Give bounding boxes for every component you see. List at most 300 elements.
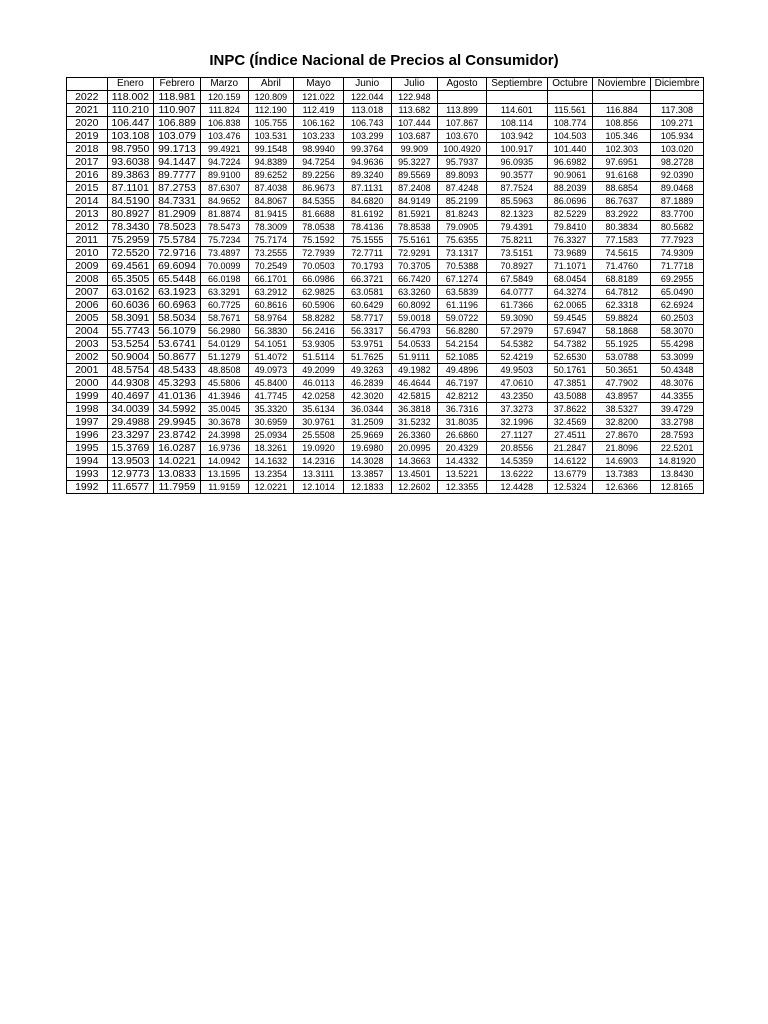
value-cell: 112.190 <box>248 104 294 117</box>
value-cell: 89.2256 <box>294 169 344 182</box>
value-cell: 53.9751 <box>343 338 391 351</box>
value-cell: 11.6577 <box>107 481 154 494</box>
value-cell: 87.4248 <box>438 182 487 195</box>
value-cell: 94.7224 <box>200 156 248 169</box>
table-row <box>67 273 704 286</box>
value-cell: 89.8093 <box>438 169 487 182</box>
value-cell: 70.2549 <box>248 260 294 273</box>
value-cell: 49.1982 <box>391 364 438 377</box>
value-cell: 122.044 <box>343 91 391 104</box>
value-cell: 106.838 <box>200 117 248 130</box>
value-cell: 55.1925 <box>593 338 651 351</box>
value-cell: 71.7718 <box>651 260 704 273</box>
value-cell: 58.9764 <box>248 312 294 325</box>
value-cell: 66.3721 <box>343 273 391 286</box>
value-cell: 53.3099 <box>651 351 704 364</box>
value-cell: 122.948 <box>391 91 438 104</box>
year-cell: 2019 <box>67 130 108 143</box>
value-cell: 95.7937 <box>438 156 487 169</box>
inpc-table <box>66 77 704 494</box>
value-cell: 35.3320 <box>248 403 294 416</box>
value-cell: 20.4329 <box>438 442 487 455</box>
header-cell-diciembre: Diciembre <box>651 78 704 91</box>
header-cell-abril: Abril <box>248 78 294 91</box>
year-cell: 2010 <box>67 247 108 260</box>
year-cell: 2003 <box>67 338 108 351</box>
value-cell: 32.8200 <box>593 416 651 429</box>
value-cell: 89.0468 <box>651 182 704 195</box>
value-cell: 58.8282 <box>294 312 344 325</box>
value-cell: 18.3261 <box>248 442 294 455</box>
value-cell: 51.1279 <box>200 351 248 364</box>
value-cell: 34.5992 <box>154 403 201 416</box>
value-cell: 54.1051 <box>248 338 294 351</box>
value-cell: 89.5569 <box>391 169 438 182</box>
year-cell: 1993 <box>67 468 108 481</box>
value-cell: 114.601 <box>486 104 547 117</box>
value-cell: 61.1196 <box>438 299 487 312</box>
value-cell: 60.8092 <box>391 299 438 312</box>
value-cell: 84.5190 <box>107 195 154 208</box>
value-cell: 103.531 <box>248 130 294 143</box>
value-cell: 87.6307 <box>200 182 248 195</box>
value-cell: 111.824 <box>200 104 248 117</box>
value-cell: 73.1317 <box>438 247 487 260</box>
value-cell: 54.0533 <box>391 338 438 351</box>
value-cell: 84.8067 <box>248 195 294 208</box>
table-row <box>67 390 704 403</box>
value-cell: 46.7197 <box>438 377 487 390</box>
value-cell: 53.6741 <box>154 338 201 351</box>
value-cell: 58.5034 <box>154 312 201 325</box>
year-cell: 2022 <box>67 91 108 104</box>
table-row <box>67 481 704 494</box>
value-cell <box>438 91 487 104</box>
value-cell: 51.5114 <box>294 351 344 364</box>
header-cell-octubre: Octubre <box>547 78 593 91</box>
year-cell: 2013 <box>67 208 108 221</box>
value-cell: 50.3651 <box>593 364 651 377</box>
value-cell: 107.444 <box>391 117 438 130</box>
value-cell: 84.9149 <box>391 195 438 208</box>
value-cell: 53.0788 <box>593 351 651 364</box>
value-cell: 96.0935 <box>486 156 547 169</box>
value-cell: 50.8677 <box>154 351 201 364</box>
value-cell: 99.1713 <box>154 143 201 156</box>
value-cell: 45.8400 <box>248 377 294 390</box>
value-cell: 73.2555 <box>248 247 294 260</box>
value-cell: 99.4921 <box>200 143 248 156</box>
year-cell: 2008 <box>67 273 108 286</box>
value-cell: 63.3260 <box>391 286 438 299</box>
value-cell: 49.9503 <box>486 364 547 377</box>
value-cell: 13.8430 <box>651 468 704 481</box>
value-cell: 50.4348 <box>651 364 704 377</box>
value-cell: 103.476 <box>200 130 248 143</box>
year-cell: 2001 <box>67 364 108 377</box>
header-cell-agosto: Agosto <box>438 78 487 91</box>
value-cell: 71.4760 <box>593 260 651 273</box>
value-cell: 27.4511 <box>547 429 593 442</box>
value-cell: 72.5520 <box>107 247 154 260</box>
value-cell: 25.0934 <box>248 429 294 442</box>
value-cell: 94.9636 <box>343 156 391 169</box>
value-cell: 13.7383 <box>593 468 651 481</box>
value-cell: 46.4644 <box>391 377 438 390</box>
value-cell: 23.3297 <box>107 429 154 442</box>
value-cell: 56.4793 <box>391 325 438 338</box>
value-cell: 58.7671 <box>200 312 248 325</box>
value-cell: 69.6094 <box>154 260 201 273</box>
value-cell: 41.7745 <box>248 390 294 403</box>
value-cell: 68.8189 <box>593 273 651 286</box>
value-cell: 75.5784 <box>154 234 201 247</box>
value-cell: 36.7316 <box>438 403 487 416</box>
value-cell: 12.1833 <box>343 481 391 494</box>
table-body <box>67 91 704 494</box>
value-cell: 74.9309 <box>651 247 704 260</box>
header-cell-year <box>67 78 108 91</box>
year-cell: 2004 <box>67 325 108 338</box>
value-cell: 102.303 <box>593 143 651 156</box>
value-cell: 56.8280 <box>438 325 487 338</box>
value-cell: 23.8742 <box>154 429 201 442</box>
year-cell: 2017 <box>67 156 108 169</box>
value-cell: 51.7625 <box>343 351 391 364</box>
table-row <box>67 351 704 364</box>
value-cell: 12.9773 <box>107 468 154 481</box>
value-cell: 62.9825 <box>294 286 344 299</box>
value-cell: 48.3076 <box>651 377 704 390</box>
value-cell: 56.3317 <box>343 325 391 338</box>
value-cell: 54.5382 <box>486 338 547 351</box>
value-cell: 34.0039 <box>107 403 154 416</box>
value-cell: 48.8508 <box>200 364 248 377</box>
value-cell: 92.0390 <box>651 169 704 182</box>
value-cell: 19.0920 <box>294 442 344 455</box>
value-cell: 30.9761 <box>294 416 344 429</box>
value-cell: 63.2912 <box>248 286 294 299</box>
value-cell: 14.0221 <box>154 455 201 468</box>
value-cell: 72.9291 <box>391 247 438 260</box>
value-cell: 14.3663 <box>391 455 438 468</box>
value-cell: 86.9673 <box>294 182 344 195</box>
value-cell: 33.2798 <box>651 416 704 429</box>
value-cell: 90.3577 <box>486 169 547 182</box>
value-cell: 53.9305 <box>294 338 344 351</box>
value-cell: 30.6959 <box>248 416 294 429</box>
value-cell: 47.3851 <box>547 377 593 390</box>
value-cell: 12.5324 <box>547 481 593 494</box>
value-cell: 59.0722 <box>438 312 487 325</box>
value-cell: 79.0905 <box>438 221 487 234</box>
value-cell: 61.7366 <box>486 299 547 312</box>
value-cell: 58.1868 <box>593 325 651 338</box>
value-cell: 36.0344 <box>343 403 391 416</box>
value-cell: 101.440 <box>547 143 593 156</box>
value-cell: 15.3769 <box>107 442 154 455</box>
year-cell: 2009 <box>67 260 108 273</box>
value-cell: 81.5921 <box>391 208 438 221</box>
value-cell: 60.2503 <box>651 312 704 325</box>
value-cell: 19.6980 <box>343 442 391 455</box>
value-cell: 87.2408 <box>391 182 438 195</box>
value-cell: 56.2980 <box>200 325 248 338</box>
value-cell: 66.1701 <box>248 273 294 286</box>
value-cell: 63.1923 <box>154 286 201 299</box>
value-cell: 104.503 <box>547 130 593 143</box>
table-row <box>67 429 704 442</box>
value-cell: 14.5359 <box>486 455 547 468</box>
value-cell: 118.981 <box>154 91 201 104</box>
value-cell: 13.6779 <box>547 468 593 481</box>
table-row <box>67 91 704 104</box>
value-cell: 12.4428 <box>486 481 547 494</box>
value-cell: 87.7524 <box>486 182 547 195</box>
value-cell: 54.2154 <box>438 338 487 351</box>
value-cell: 81.8243 <box>438 208 487 221</box>
header-cell-julio: Julio <box>391 78 438 91</box>
value-cell: 29.4988 <box>107 416 154 429</box>
value-cell: 45.5806 <box>200 377 248 390</box>
value-cell: 31.2509 <box>343 416 391 429</box>
value-cell: 72.7939 <box>294 247 344 260</box>
value-cell: 60.7725 <box>200 299 248 312</box>
value-cell: 12.6366 <box>593 481 651 494</box>
value-cell: 49.0973 <box>248 364 294 377</box>
value-cell: 29.9945 <box>154 416 201 429</box>
value-cell: 58.7717 <box>343 312 391 325</box>
value-cell: 46.2839 <box>343 377 391 390</box>
value-cell: 103.942 <box>486 130 547 143</box>
value-cell: 60.6036 <box>107 299 154 312</box>
value-cell: 42.5815 <box>391 390 438 403</box>
table-row <box>67 260 704 273</box>
value-cell: 74.5615 <box>593 247 651 260</box>
table-row <box>67 468 704 481</box>
value-cell: 83.2922 <box>593 208 651 221</box>
value-cell: 32.4569 <box>547 416 593 429</box>
value-cell: 44.3355 <box>651 390 704 403</box>
value-cell: 78.5023 <box>154 221 201 234</box>
value-cell: 99.1548 <box>248 143 294 156</box>
year-cell: 2021 <box>67 104 108 117</box>
value-cell: 51.4072 <box>248 351 294 364</box>
year-cell: 2006 <box>67 299 108 312</box>
value-cell: 91.6168 <box>593 169 651 182</box>
value-cell: 14.6903 <box>593 455 651 468</box>
value-cell: 39.4729 <box>651 403 704 416</box>
value-cell: 36.3818 <box>391 403 438 416</box>
value-cell: 59.8824 <box>593 312 651 325</box>
value-cell: 71.1071 <box>547 260 593 273</box>
value-cell: 67.5849 <box>486 273 547 286</box>
value-cell: 66.7420 <box>391 273 438 286</box>
value-cell: 59.0018 <box>391 312 438 325</box>
value-cell: 90.9061 <box>547 169 593 182</box>
value-cell: 103.020 <box>651 143 704 156</box>
value-cell: 108.856 <box>593 117 651 130</box>
value-cell: 41.0136 <box>154 390 201 403</box>
year-cell: 2002 <box>67 351 108 364</box>
value-cell: 77.7923 <box>651 234 704 247</box>
value-cell: 66.0198 <box>200 273 248 286</box>
value-cell: 75.7234 <box>200 234 248 247</box>
value-cell: 53.5254 <box>107 338 154 351</box>
value-cell: 13.0833 <box>154 468 201 481</box>
value-cell: 13.2354 <box>248 468 294 481</box>
value-cell: 21.8096 <box>593 442 651 455</box>
value-cell: 80.3834 <box>593 221 651 234</box>
value-cell: 79.4391 <box>486 221 547 234</box>
table-row <box>67 377 704 390</box>
value-cell: 98.9940 <box>294 143 344 156</box>
value-cell: 45.3293 <box>154 377 201 390</box>
value-cell: 93.6038 <box>107 156 154 169</box>
table-row <box>67 130 704 143</box>
value-cell: 113.899 <box>438 104 487 117</box>
value-cell: 66.0986 <box>294 273 344 286</box>
value-cell: 22.5201 <box>651 442 704 455</box>
table-row <box>67 299 704 312</box>
value-cell: 81.8874 <box>200 208 248 221</box>
header-cell-enero: Enero <box>107 78 154 91</box>
value-cell: 95.3227 <box>391 156 438 169</box>
table-title: INPC (Índice Nacional de Precios al Consumidor) <box>209 52 559 69</box>
year-cell: 2011 <box>67 234 108 247</box>
value-cell: 42.3020 <box>343 390 391 403</box>
value-cell: 89.9100 <box>200 169 248 182</box>
value-cell: 44.9308 <box>107 377 154 390</box>
value-cell: 72.9716 <box>154 247 201 260</box>
value-cell: 14.2316 <box>294 455 344 468</box>
value-cell: 81.2909 <box>154 208 201 221</box>
value-cell: 51.9111 <box>391 351 438 364</box>
value-cell: 70.8927 <box>486 260 547 273</box>
value-cell: 70.0503 <box>294 260 344 273</box>
value-cell: 59.3090 <box>486 312 547 325</box>
value-cell: 52.6530 <box>547 351 593 364</box>
value-cell: 55.7743 <box>107 325 154 338</box>
value-cell: 75.2959 <box>107 234 154 247</box>
value-cell: 84.5355 <box>294 195 344 208</box>
header-cell-junio: Junio <box>343 78 391 91</box>
value-cell: 11.7959 <box>154 481 201 494</box>
value-cell: 64.0777 <box>486 286 547 299</box>
value-cell: 62.3318 <box>593 299 651 312</box>
value-cell: 54.0129 <box>200 338 248 351</box>
value-cell <box>486 91 547 104</box>
header-cell-mayo: Mayo <box>294 78 344 91</box>
value-cell: 78.4136 <box>343 221 391 234</box>
value-cell: 88.2039 <box>547 182 593 195</box>
value-cell: 83.7700 <box>651 208 704 221</box>
value-cell: 94.8389 <box>248 156 294 169</box>
value-cell: 38.5327 <box>593 403 651 416</box>
value-cell: 11.9159 <box>200 481 248 494</box>
value-cell: 42.0258 <box>294 390 344 403</box>
value-cell: 89.3863 <box>107 169 154 182</box>
year-cell: 1997 <box>67 416 108 429</box>
year-cell: 2000 <box>67 377 108 390</box>
value-cell: 81.6192 <box>343 208 391 221</box>
value-cell <box>547 91 593 104</box>
value-cell: 27.8670 <box>593 429 651 442</box>
value-cell: 97.6951 <box>593 156 651 169</box>
value-cell: 27.1127 <box>486 429 547 442</box>
value-cell: 87.1101 <box>107 182 154 195</box>
year-cell: 2016 <box>67 169 108 182</box>
value-cell: 82.5229 <box>547 208 593 221</box>
value-cell: 89.6252 <box>248 169 294 182</box>
value-cell: 35.0045 <box>200 403 248 416</box>
value-cell: 25.5508 <box>294 429 344 442</box>
header-cell-marzo: Marzo <box>200 78 248 91</box>
value-cell: 120.159 <box>200 91 248 104</box>
value-cell: 89.7777 <box>154 169 201 182</box>
value-cell: 103.079 <box>154 130 201 143</box>
value-cell: 117.308 <box>651 104 704 117</box>
value-cell: 121.022 <box>294 91 344 104</box>
value-cell: 107.867 <box>438 117 487 130</box>
value-cell: 16.0287 <box>154 442 201 455</box>
value-cell: 65.0490 <box>651 286 704 299</box>
value-cell: 84.7331 <box>154 195 201 208</box>
value-cell: 106.162 <box>294 117 344 130</box>
value-cell: 109.271 <box>651 117 704 130</box>
value-cell: 30.3678 <box>200 416 248 429</box>
value-cell: 75.5161 <box>391 234 438 247</box>
value-cell: 70.3705 <box>391 260 438 273</box>
value-cell: 115.561 <box>547 104 593 117</box>
value-cell: 50.1761 <box>547 364 593 377</box>
value-cell: 100.917 <box>486 143 547 156</box>
value-cell: 60.6963 <box>154 299 201 312</box>
value-cell: 13.5221 <box>438 468 487 481</box>
header-cell-febrero: Febrero <box>154 78 201 91</box>
value-cell: 64.7812 <box>593 286 651 299</box>
value-cell: 113.018 <box>343 104 391 117</box>
value-cell: 94.7254 <box>294 156 344 169</box>
year-cell: 2018 <box>67 143 108 156</box>
value-cell: 43.8957 <box>593 390 651 403</box>
value-cell: 48.5754 <box>107 364 154 377</box>
value-cell: 105.934 <box>651 130 704 143</box>
value-cell: 96.6982 <box>547 156 593 169</box>
year-cell: 2020 <box>67 117 108 130</box>
value-cell: 76.3327 <box>547 234 593 247</box>
table-row <box>67 312 704 325</box>
value-cell: 86.7637 <box>593 195 651 208</box>
value-cell: 43.5088 <box>547 390 593 403</box>
table-row <box>67 117 704 130</box>
value-cell: 63.0162 <box>107 286 154 299</box>
value-cell <box>593 91 651 104</box>
table-row <box>67 364 704 377</box>
value-cell: 75.6355 <box>438 234 487 247</box>
value-cell: 87.1131 <box>343 182 391 195</box>
value-cell: 47.0610 <box>486 377 547 390</box>
value-cell: 103.687 <box>391 130 438 143</box>
value-cell: 78.5473 <box>200 221 248 234</box>
value-cell: 13.3111 <box>294 468 344 481</box>
value-cell: 47.7902 <box>593 377 651 390</box>
value-cell: 79.8410 <box>547 221 593 234</box>
table-row <box>67 338 704 351</box>
value-cell: 31.5232 <box>391 416 438 429</box>
value-cell: 60.5906 <box>294 299 344 312</box>
value-cell: 14.0942 <box>200 455 248 468</box>
